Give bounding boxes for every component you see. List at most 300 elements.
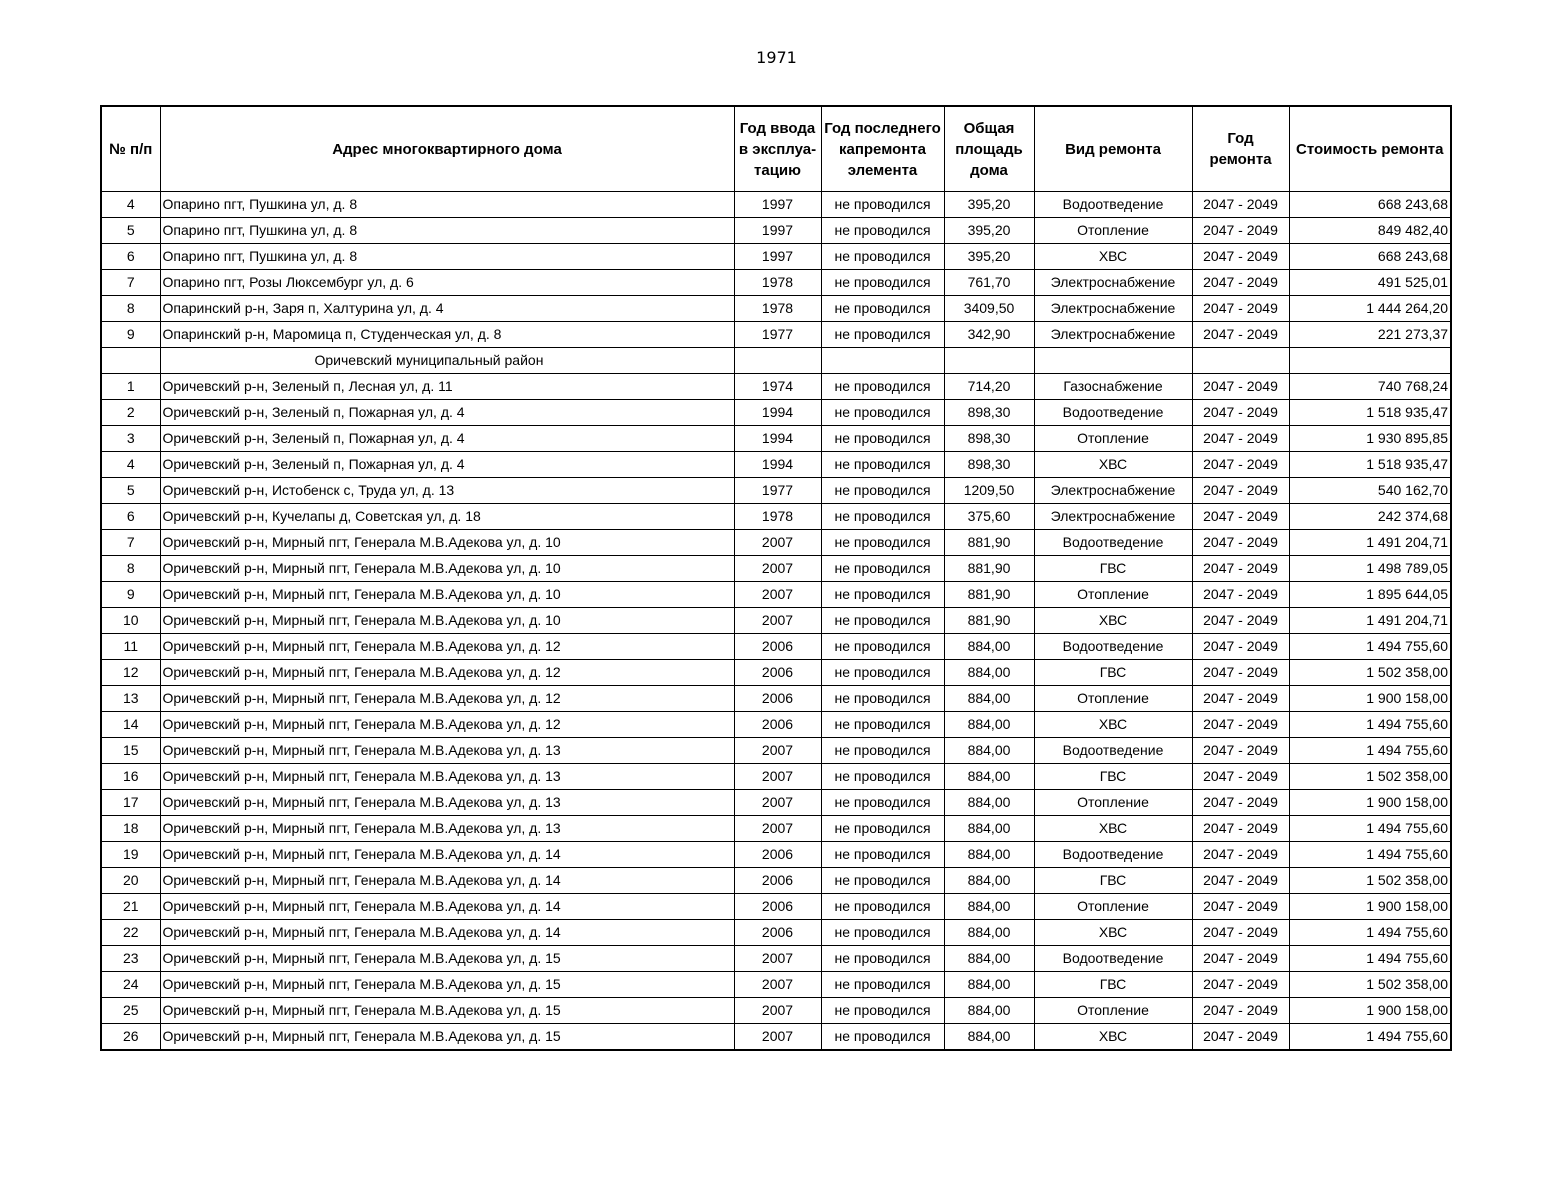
cell-area: 884,00 xyxy=(944,816,1034,842)
cell-repair-year: 2047 - 2049 xyxy=(1192,790,1289,816)
cell-last-repair: не проводился xyxy=(821,218,944,244)
cell-repair-year: 2047 - 2049 xyxy=(1192,634,1289,660)
table-row xyxy=(101,972,1451,998)
cell-area: 884,00 xyxy=(944,764,1034,790)
cell-repair-year: 2047 - 2049 xyxy=(1192,426,1289,452)
cell-address: Оричевский р-н, Мирный пгт, Генерала М.В.Адекова ул, д. 10 xyxy=(160,582,734,608)
cell-area: 884,00 xyxy=(944,842,1034,868)
cell-last-repair: не проводился xyxy=(821,686,944,712)
cell-num: 4 xyxy=(101,452,160,478)
section-empty-cell xyxy=(944,348,1034,374)
cell-num: 9 xyxy=(101,322,160,348)
cell-repair-year: 2047 - 2049 xyxy=(1192,972,1289,998)
cell-num: 13 xyxy=(101,686,160,712)
cell-area: 881,90 xyxy=(944,530,1034,556)
cell-year-built: 2007 xyxy=(734,998,821,1024)
cell-num: 7 xyxy=(101,530,160,556)
cell-repair-year: 2047 - 2049 xyxy=(1192,1024,1289,1051)
table-row xyxy=(101,192,1451,218)
cell-cost: 1 494 755,60 xyxy=(1289,946,1451,972)
cell-address: Оричевский р-н, Мирный пгт, Генерала М.В.Адекова ул, д. 12 xyxy=(160,712,734,738)
table-row xyxy=(101,374,1451,400)
cell-area: 884,00 xyxy=(944,972,1034,998)
cell-year-built: 1974 xyxy=(734,374,821,400)
cell-last-repair: не проводился xyxy=(821,192,944,218)
cell-address: Опаринский р-н, Маромица п, Студенческая ул, д. 8 xyxy=(160,322,734,348)
cell-num: 17 xyxy=(101,790,160,816)
cell-last-repair: не проводился xyxy=(821,946,944,972)
cell-address: Оричевский р-н, Мирный пгт, Генерала М.В.Адекова ул, д. 13 xyxy=(160,738,734,764)
cell-address: Опарино пгт, Пушкина ул, д. 8 xyxy=(160,218,734,244)
header-area: Общая площадь дома xyxy=(944,106,1034,192)
cell-area: 884,00 xyxy=(944,946,1034,972)
cell-last-repair: не проводился xyxy=(821,270,944,296)
table-row xyxy=(101,868,1451,894)
cell-year-built: 1997 xyxy=(734,192,821,218)
cell-repair-year: 2047 - 2049 xyxy=(1192,920,1289,946)
cell-year-built: 2006 xyxy=(734,712,821,738)
cell-area: 884,00 xyxy=(944,894,1034,920)
cell-cost: 1 494 755,60 xyxy=(1289,712,1451,738)
table-row xyxy=(101,1024,1451,1051)
cell-year-built: 1997 xyxy=(734,244,821,270)
cell-repair-type: Отопление xyxy=(1034,426,1192,452)
cell-address: Опарино пгт, Пушкина ул, д. 8 xyxy=(160,192,734,218)
cell-year-built: 2006 xyxy=(734,634,821,660)
cell-repair-type: Отопление xyxy=(1034,998,1192,1024)
cell-repair-type: Электроснабжение xyxy=(1034,322,1192,348)
table-row xyxy=(101,634,1451,660)
cell-last-repair: не проводился xyxy=(821,738,944,764)
cell-cost: 1 494 755,60 xyxy=(1289,842,1451,868)
cell-area: 761,70 xyxy=(944,270,1034,296)
cell-last-repair: не проводился xyxy=(821,1024,944,1051)
cell-area: 714,20 xyxy=(944,374,1034,400)
section-empty-cell xyxy=(1034,348,1192,374)
cell-repair-type: Электроснабжение xyxy=(1034,504,1192,530)
cell-year-built: 2007 xyxy=(734,582,821,608)
cell-repair-year: 2047 - 2049 xyxy=(1192,374,1289,400)
cell-address: Оричевский р-н, Мирный пгт, Генерала М.В.Адекова ул, д. 15 xyxy=(160,946,734,972)
header-year-built: Год ввода в эксплуа-тацию xyxy=(734,106,821,192)
cell-cost: 668 243,68 xyxy=(1289,244,1451,270)
cell-repair-type: Водоотведение xyxy=(1034,530,1192,556)
cell-last-repair: не проводился xyxy=(821,712,944,738)
cell-area: 3409,50 xyxy=(944,296,1034,322)
cell-repair-type: Отопление xyxy=(1034,582,1192,608)
cell-address: Оричевский р-н, Мирный пгт, Генерала М.В.Адекова ул, д. 12 xyxy=(160,660,734,686)
cell-repair-year: 2047 - 2049 xyxy=(1192,868,1289,894)
table-body-top xyxy=(101,192,1451,348)
cell-repair-type: Водоотведение xyxy=(1034,634,1192,660)
cell-address: Оричевский р-н, Мирный пгт, Генерала М.В.Адекова ул, д. 13 xyxy=(160,790,734,816)
cell-cost: 740 768,24 xyxy=(1289,374,1451,400)
cell-repair-year: 2047 - 2049 xyxy=(1192,660,1289,686)
cell-cost: 1 518 935,47 xyxy=(1289,400,1451,426)
cell-repair-type: ГВС xyxy=(1034,868,1192,894)
header-num: № п/п xyxy=(101,106,160,192)
cell-cost: 1 491 204,71 xyxy=(1289,608,1451,634)
cell-repair-type: ГВС xyxy=(1034,556,1192,582)
cell-address: Оричевский р-н, Мирный пгт, Генерала М.В.Адекова ул, д. 15 xyxy=(160,972,734,998)
cell-num: 16 xyxy=(101,764,160,790)
table-row xyxy=(101,530,1451,556)
cell-cost: 1 494 755,60 xyxy=(1289,816,1451,842)
cell-repair-type: Отопление xyxy=(1034,790,1192,816)
cell-last-repair: не проводился xyxy=(821,660,944,686)
cell-cost: 242 374,68 xyxy=(1289,504,1451,530)
cell-last-repair: не проводился xyxy=(821,790,944,816)
cell-last-repair: не проводился xyxy=(821,478,944,504)
cell-area: 884,00 xyxy=(944,998,1034,1024)
cell-last-repair: не проводился xyxy=(821,582,944,608)
cell-cost: 849 482,40 xyxy=(1289,218,1451,244)
table-row xyxy=(101,426,1451,452)
table-row xyxy=(101,244,1451,270)
cell-num: 7 xyxy=(101,270,160,296)
cell-address: Оричевский р-н, Мирный пгт, Генерала М.В.Адекова ул, д. 13 xyxy=(160,816,734,842)
cell-year-built: 2007 xyxy=(734,1024,821,1051)
cell-repair-type: Водоотведение xyxy=(1034,738,1192,764)
cell-repair-year: 2047 - 2049 xyxy=(1192,608,1289,634)
cell-repair-year: 2047 - 2049 xyxy=(1192,270,1289,296)
cell-last-repair: не проводился xyxy=(821,608,944,634)
cell-repair-year: 2047 - 2049 xyxy=(1192,400,1289,426)
cell-address: Оричевский р-н, Зеленый п, Пожарная ул, д. 4 xyxy=(160,400,734,426)
cell-year-built: 2007 xyxy=(734,946,821,972)
cell-address: Оричевский р-н, Мирный пгт, Генерала М.В.Адекова ул, д. 14 xyxy=(160,894,734,920)
cell-repair-type: ХВС xyxy=(1034,712,1192,738)
section-num-cell xyxy=(101,348,160,374)
cell-cost: 1 502 358,00 xyxy=(1289,660,1451,686)
cell-cost: 1 491 204,71 xyxy=(1289,530,1451,556)
cell-area: 342,90 xyxy=(944,322,1034,348)
table-row xyxy=(101,218,1451,244)
cell-year-built: 2006 xyxy=(734,686,821,712)
table-row xyxy=(101,764,1451,790)
cell-repair-year: 2047 - 2049 xyxy=(1192,478,1289,504)
cell-cost: 1 900 158,00 xyxy=(1289,790,1451,816)
cell-year-built: 1977 xyxy=(734,322,821,348)
section-empty-cell xyxy=(1192,348,1289,374)
header-last-repair: Год последнего капремонта элемента xyxy=(821,106,944,192)
cell-area: 881,90 xyxy=(944,582,1034,608)
cell-cost: 1 895 644,05 xyxy=(1289,582,1451,608)
cell-last-repair: не проводился xyxy=(821,998,944,1024)
cell-year-built: 1978 xyxy=(734,270,821,296)
cell-num: 2 xyxy=(101,400,160,426)
section-body xyxy=(101,348,1451,374)
page-number: 1971 xyxy=(756,48,797,67)
cell-address: Оричевский р-н, Кучелапы д, Советская ул, д. 18 xyxy=(160,504,734,530)
cell-repair-type: ХВС xyxy=(1034,608,1192,634)
cell-repair-year: 2047 - 2049 xyxy=(1192,244,1289,270)
header-repair-type: Вид ремонта xyxy=(1034,106,1192,192)
cell-cost: 491 525,01 xyxy=(1289,270,1451,296)
cell-num: 12 xyxy=(101,660,160,686)
cell-num: 22 xyxy=(101,920,160,946)
cell-address: Опаринский р-н, Заря п, Халтурина ул, д. 4 xyxy=(160,296,734,322)
cell-repair-year: 2047 - 2049 xyxy=(1192,998,1289,1024)
cell-num: 24 xyxy=(101,972,160,998)
cell-num: 1 xyxy=(101,374,160,400)
cell-repair-type: Электроснабжение xyxy=(1034,296,1192,322)
cell-area: 395,20 xyxy=(944,192,1034,218)
cell-cost: 1 444 264,20 xyxy=(1289,296,1451,322)
cell-area: 884,00 xyxy=(944,738,1034,764)
cell-year-built: 1997 xyxy=(734,218,821,244)
cell-repair-year: 2047 - 2049 xyxy=(1192,764,1289,790)
cell-last-repair: не проводился xyxy=(821,504,944,530)
cell-last-repair: не проводился xyxy=(821,764,944,790)
cell-area: 884,00 xyxy=(944,1024,1034,1051)
cell-address: Оричевский р-н, Мирный пгт, Генерала М.В.Адекова ул, д. 12 xyxy=(160,634,734,660)
cell-repair-year: 2047 - 2049 xyxy=(1192,712,1289,738)
cell-cost: 1 494 755,60 xyxy=(1289,920,1451,946)
section-row xyxy=(101,348,1451,374)
cell-area: 1209,50 xyxy=(944,478,1034,504)
table-row xyxy=(101,608,1451,634)
cell-year-built: 2007 xyxy=(734,556,821,582)
cell-cost: 221 273,37 xyxy=(1289,322,1451,348)
cell-repair-type: Водоотведение xyxy=(1034,192,1192,218)
cell-repair-year: 2047 - 2049 xyxy=(1192,192,1289,218)
cell-area: 884,00 xyxy=(944,634,1034,660)
cell-repair-year: 2047 - 2049 xyxy=(1192,218,1289,244)
cell-year-built: 2006 xyxy=(734,920,821,946)
header-repair-year: Год ремонта xyxy=(1192,106,1289,192)
cell-num: 21 xyxy=(101,894,160,920)
cell-repair-type: Водоотведение xyxy=(1034,946,1192,972)
cell-repair-type: ГВС xyxy=(1034,660,1192,686)
cell-year-built: 2007 xyxy=(734,972,821,998)
cell-cost: 1 900 158,00 xyxy=(1289,998,1451,1024)
cell-address: Оричевский р-н, Мирный пгт, Генерала М.В.Адекова ул, д. 14 xyxy=(160,920,734,946)
cell-num: 4 xyxy=(101,192,160,218)
cell-address: Опарино пгт, Розы Люксембург ул, д. 6 xyxy=(160,270,734,296)
cell-num: 5 xyxy=(101,478,160,504)
cell-num: 5 xyxy=(101,218,160,244)
cell-repair-year: 2047 - 2049 xyxy=(1192,452,1289,478)
cell-address: Оричевский р-н, Мирный пгт, Генерала М.В.Адекова ул, д. 10 xyxy=(160,556,734,582)
cell-area: 884,00 xyxy=(944,686,1034,712)
cell-area: 898,30 xyxy=(944,400,1034,426)
cell-last-repair: не проводился xyxy=(821,426,944,452)
section-empty-cell xyxy=(734,348,821,374)
table-row xyxy=(101,790,1451,816)
cell-repair-year: 2047 - 2049 xyxy=(1192,556,1289,582)
cell-repair-type: Водоотведение xyxy=(1034,842,1192,868)
cell-area: 884,00 xyxy=(944,868,1034,894)
cell-area: 884,00 xyxy=(944,660,1034,686)
cell-repair-type: ХВС xyxy=(1034,920,1192,946)
cell-repair-type: ХВС xyxy=(1034,452,1192,478)
cell-repair-type: Отопление xyxy=(1034,686,1192,712)
cell-address: Оричевский р-н, Мирный пгт, Генерала М.В.Адекова ул, д. 14 xyxy=(160,868,734,894)
cell-repair-year: 2047 - 2049 xyxy=(1192,842,1289,868)
cell-repair-year: 2047 - 2049 xyxy=(1192,504,1289,530)
cell-area: 884,00 xyxy=(944,712,1034,738)
cell-repair-type: ХВС xyxy=(1034,244,1192,270)
cell-cost: 1 930 895,85 xyxy=(1289,426,1451,452)
cell-area: 375,60 xyxy=(944,504,1034,530)
cell-num: 26 xyxy=(101,1024,160,1051)
cell-year-built: 2007 xyxy=(734,764,821,790)
table-row xyxy=(101,660,1451,686)
cell-last-repair: не проводился xyxy=(821,452,944,478)
cell-cost: 1 494 755,60 xyxy=(1289,634,1451,660)
cell-year-built: 2006 xyxy=(734,842,821,868)
cell-last-repair: не проводился xyxy=(821,816,944,842)
cell-year-built: 2007 xyxy=(734,790,821,816)
cell-cost: 1 494 755,60 xyxy=(1289,1024,1451,1051)
cell-repair-type: ГВС xyxy=(1034,764,1192,790)
cell-year-built: 2006 xyxy=(734,868,821,894)
cell-area: 898,30 xyxy=(944,426,1034,452)
cell-cost: 540 162,70 xyxy=(1289,478,1451,504)
table-row xyxy=(101,894,1451,920)
cell-cost: 668 243,68 xyxy=(1289,192,1451,218)
cell-cost: 1 900 158,00 xyxy=(1289,894,1451,920)
cell-last-repair: не проводился xyxy=(821,296,944,322)
cell-num: 6 xyxy=(101,504,160,530)
cell-repair-year: 2047 - 2049 xyxy=(1192,894,1289,920)
cell-cost: 1 502 358,00 xyxy=(1289,764,1451,790)
header-row xyxy=(101,106,1451,192)
cell-area: 884,00 xyxy=(944,790,1034,816)
cell-last-repair: не проводился xyxy=(821,244,944,270)
cell-year-built: 2007 xyxy=(734,530,821,556)
cell-num: 23 xyxy=(101,946,160,972)
cell-address: Оричевский р-н, Мирный пгт, Генерала М.В.Адекова ул, д. 15 xyxy=(160,998,734,1024)
cell-year-built: 1994 xyxy=(734,426,821,452)
table-row xyxy=(101,738,1451,764)
table-row xyxy=(101,556,1451,582)
section-empty-cell xyxy=(821,348,944,374)
cell-num: 8 xyxy=(101,556,160,582)
table-row xyxy=(101,946,1451,972)
cell-area: 395,20 xyxy=(944,218,1034,244)
table-header xyxy=(101,106,1451,192)
cell-repair-year: 2047 - 2049 xyxy=(1192,738,1289,764)
cell-repair-type: ХВС xyxy=(1034,1024,1192,1051)
table-row xyxy=(101,322,1451,348)
cell-num: 14 xyxy=(101,712,160,738)
cell-cost: 1 900 158,00 xyxy=(1289,686,1451,712)
cell-year-built: 1978 xyxy=(734,296,821,322)
cell-area: 884,00 xyxy=(944,920,1034,946)
table-row xyxy=(101,816,1451,842)
cell-last-repair: не проводился xyxy=(821,634,944,660)
cell-num: 25 xyxy=(101,998,160,1024)
cell-year-built: 1994 xyxy=(734,452,821,478)
cell-last-repair: не проводился xyxy=(821,374,944,400)
cell-address: Оричевский р-н, Мирный пгт, Генерала М.В.Адекова ул, д. 15 xyxy=(160,1024,734,1051)
cell-num: 11 xyxy=(101,634,160,660)
cell-last-repair: не проводился xyxy=(821,842,944,868)
table-row xyxy=(101,582,1451,608)
section-empty-cell xyxy=(1289,348,1451,374)
cell-last-repair: не проводился xyxy=(821,400,944,426)
cell-cost: 1 498 789,05 xyxy=(1289,556,1451,582)
cell-year-built: 2006 xyxy=(734,894,821,920)
cell-address: Оричевский р-н, Истобенск с, Труда ул, д. 13 xyxy=(160,478,734,504)
cell-last-repair: не проводился xyxy=(821,972,944,998)
table-row xyxy=(101,842,1451,868)
cell-repair-type: ГВС xyxy=(1034,972,1192,998)
cell-address: Оричевский р-н, Мирный пгт, Генерала М.В.Адекова ул, д. 13 xyxy=(160,764,734,790)
table-row xyxy=(101,998,1451,1024)
cell-num: 20 xyxy=(101,868,160,894)
cell-repair-year: 2047 - 2049 xyxy=(1192,686,1289,712)
table-row xyxy=(101,478,1451,504)
table-body-bottom xyxy=(101,374,1451,1051)
cell-last-repair: не проводился xyxy=(821,894,944,920)
cell-num: 6 xyxy=(101,244,160,270)
table-row xyxy=(101,400,1451,426)
cell-repair-year: 2047 - 2049 xyxy=(1192,322,1289,348)
cell-address: Оричевский р-н, Мирный пгт, Генерала М.В.Адекова ул, д. 14 xyxy=(160,842,734,868)
cell-address: Опарино пгт, Пушкина ул, д. 8 xyxy=(160,244,734,270)
cell-year-built: 1994 xyxy=(734,400,821,426)
cell-cost: 1 518 935,47 xyxy=(1289,452,1451,478)
cell-year-built: 1977 xyxy=(734,478,821,504)
cell-year-built: 2006 xyxy=(734,660,821,686)
section-title: Оричевский муниципальный район xyxy=(160,348,734,374)
cell-repair-year: 2047 - 2049 xyxy=(1192,946,1289,972)
table-row xyxy=(101,712,1451,738)
cell-repair-type: ХВС xyxy=(1034,816,1192,842)
cell-year-built: 1978 xyxy=(734,504,821,530)
cell-repair-type: Отопление xyxy=(1034,894,1192,920)
cell-cost: 1 502 358,00 xyxy=(1289,868,1451,894)
cell-repair-type: Электроснабжение xyxy=(1034,478,1192,504)
cell-last-repair: не проводился xyxy=(821,556,944,582)
cell-num: 18 xyxy=(101,816,160,842)
cell-area: 395,20 xyxy=(944,244,1034,270)
cell-address: Оричевский р-н, Мирный пгт, Генерала М.В.Адекова ул, д. 10 xyxy=(160,530,734,556)
cell-area: 881,90 xyxy=(944,608,1034,634)
cell-num: 15 xyxy=(101,738,160,764)
cell-address: Оричевский р-н, Зеленый п, Лесная ул, д. 11 xyxy=(160,374,734,400)
cell-year-built: 2007 xyxy=(734,608,821,634)
table-row xyxy=(101,686,1451,712)
cell-address: Оричевский р-н, Зеленый п, Пожарная ул, д. 4 xyxy=(160,426,734,452)
cell-address: Оричевский р-н, Мирный пгт, Генерала М.В.Адекова ул, д. 12 xyxy=(160,686,734,712)
cell-address: Оричевский р-н, Зеленый п, Пожарная ул, д. 4 xyxy=(160,452,734,478)
cell-last-repair: не проводился xyxy=(821,920,944,946)
cell-last-repair: не проводился xyxy=(821,322,944,348)
cell-repair-year: 2047 - 2049 xyxy=(1192,582,1289,608)
table-row xyxy=(101,452,1451,478)
table-row xyxy=(101,296,1451,322)
cell-cost: 1 502 358,00 xyxy=(1289,972,1451,998)
cell-area: 898,30 xyxy=(944,452,1034,478)
cell-repair-type: Отопление xyxy=(1034,218,1192,244)
cell-last-repair: не проводился xyxy=(821,530,944,556)
cell-address: Оричевский р-н, Мирный пгт, Генерала М.В.Адекова ул, д. 10 xyxy=(160,608,734,634)
cell-num: 8 xyxy=(101,296,160,322)
cell-area: 881,90 xyxy=(944,556,1034,582)
cell-num: 10 xyxy=(101,608,160,634)
cell-repair-year: 2047 - 2049 xyxy=(1192,816,1289,842)
repair-table xyxy=(100,105,1452,1051)
table-row xyxy=(101,920,1451,946)
cell-repair-year: 2047 - 2049 xyxy=(1192,296,1289,322)
cell-repair-type: Газоснабжение xyxy=(1034,374,1192,400)
cell-num: 19 xyxy=(101,842,160,868)
cell-repair-type: Электроснабжение xyxy=(1034,270,1192,296)
